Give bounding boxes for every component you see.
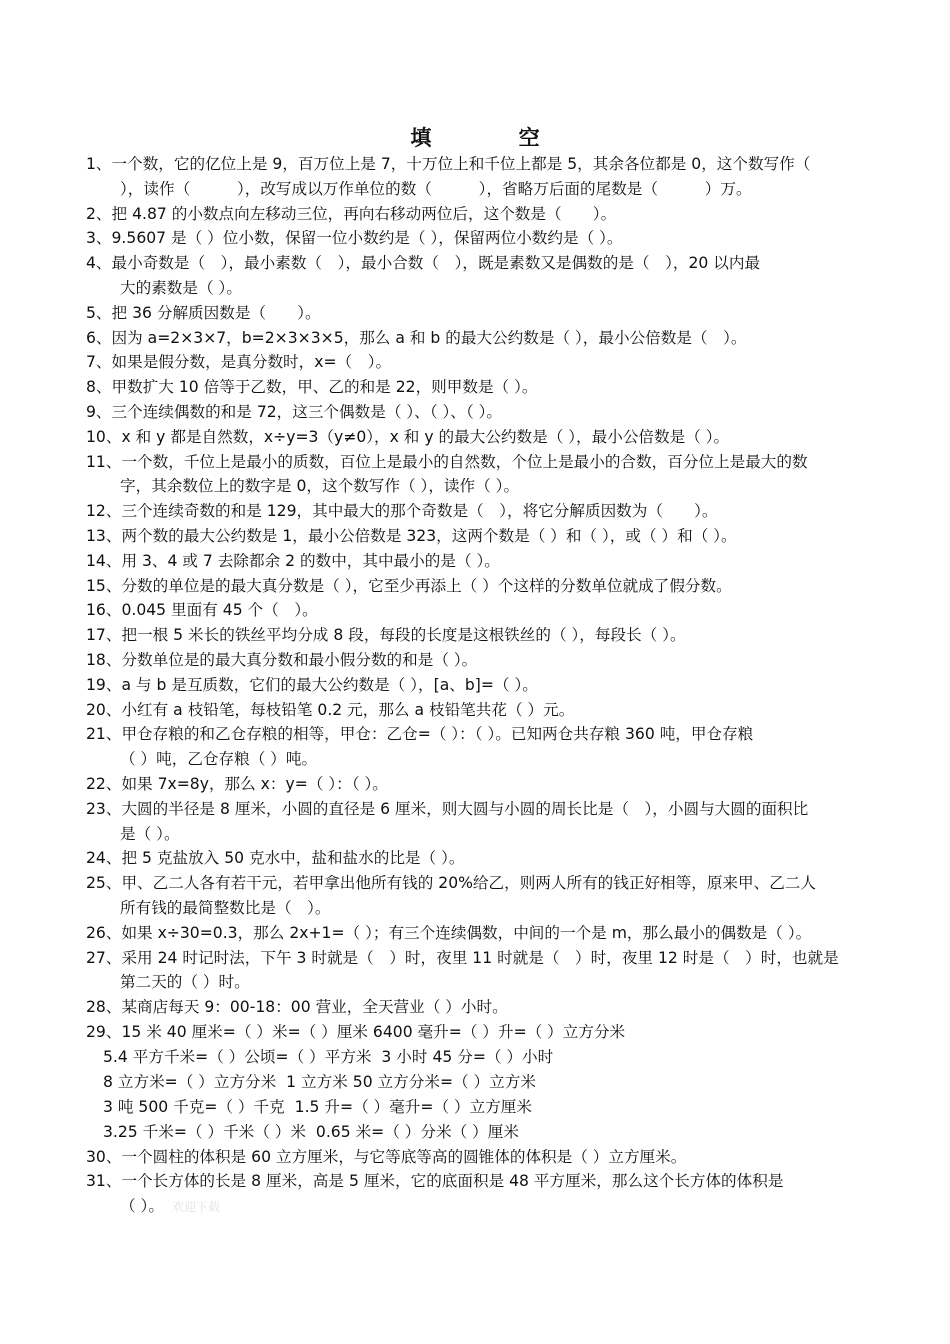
question-text: 把 4.87 的小数点向左移动三位，再向右移动两位后，这个数是（ ）。 bbox=[111, 204, 617, 223]
question-text: 如果 x÷30=0.3，那么 2x+1=（ ）；有三个连续偶数，中间的一个是 m，那么最小的偶数是（ ）。 bbox=[121, 923, 812, 942]
watermark-text: 欢迎下载 bbox=[171, 1200, 220, 1215]
question-text: 三个连续偶数的和是 72，这三个偶数是（ ）、（ ）、（ ）。 bbox=[111, 402, 503, 421]
question-text: 小红有 a 枝铅笔，每枝铅笔 0.2 元，那么 a 枝铅笔共花（ ）元。 bbox=[121, 700, 575, 719]
question-number: 29、 bbox=[86, 1022, 122, 1041]
question-text: 如果 7x=8y，那么 x：y=（ ）：（ ）。 bbox=[121, 774, 388, 793]
question-text: 一个圆柱的体积是 60 立方厘米，与它等底等高的圆锥体的体积是（ ）立方厘米。 bbox=[121, 1147, 687, 1166]
question-text: 因为 a=2×3×7，b=2×3×3×5，那么 a 和 b 的最大公约数是（ ），最小公倍数是（ ）。 bbox=[111, 328, 747, 347]
question-number: 24、 bbox=[86, 849, 122, 868]
question-text: 15 米 40 厘米=（ ）米=（ ）厘米 6400 毫升=（ ）升=（ ）立方分米 bbox=[121, 1022, 626, 1041]
question-text-continued: 所有钱的最简整数比是（ ）。 bbox=[120, 898, 331, 917]
question-item bbox=[86, 350, 876, 375]
question-item bbox=[86, 1145, 876, 1170]
question-item bbox=[86, 598, 876, 623]
question-item bbox=[86, 524, 876, 549]
question-text: 把一根 5 米长的铁丝平均分成 8 段，每段的长度是这根铁丝的（ ），每段长（ ）。 bbox=[121, 626, 686, 645]
question-text-continued: 大的素数是（ ）。 bbox=[120, 278, 242, 297]
question-item bbox=[86, 797, 876, 847]
question-item bbox=[86, 400, 876, 425]
question-number: 2、 bbox=[86, 204, 112, 223]
question-number: 31、 bbox=[86, 1172, 122, 1191]
question-text: 甲、乙二人各有若干元，若甲拿出他所有钱的 20%给乙，则两人所有的钱正好相等，原来甲、乙二人 bbox=[121, 874, 816, 893]
question-number: 11、 bbox=[86, 452, 122, 471]
question-text: 采用 24 时记时法，下午 3 时就是（ ）时，夜里 11 时就是（ ）时，夜里 12 时是（ ）时，也就是 bbox=[121, 948, 839, 967]
question-text-continued: （ ）吨，乙仓存粮（ ）吨。 bbox=[120, 750, 318, 769]
question-item bbox=[86, 995, 876, 1020]
question-item bbox=[86, 946, 876, 996]
question-number: 21、 bbox=[86, 725, 122, 744]
question-text: 把 5 克盐放入 50 克水中，盐和盐水的比是（ ）。 bbox=[121, 849, 465, 868]
question-number: 14、 bbox=[86, 551, 122, 570]
question-text: 分数的单位是的最大真分数是（ ），它至少再添上（ ）个这样的分数单位就成了假分数。 bbox=[121, 576, 732, 595]
question-list bbox=[86, 152, 876, 1220]
question-item bbox=[86, 375, 876, 400]
question-item bbox=[86, 1169, 876, 1220]
question-number: 19、 bbox=[86, 675, 122, 694]
question-item bbox=[86, 152, 876, 202]
question-number: 6、 bbox=[86, 328, 112, 347]
question-number: 8、 bbox=[86, 378, 112, 397]
question-item bbox=[86, 921, 876, 946]
unit-conversion-line: 5.4 平方千米=（ ）公顷=（ ）平方米 3 小时 45 分=（ ）小时 bbox=[103, 1047, 554, 1066]
question-number: 12、 bbox=[86, 502, 122, 521]
page-title: 填 空 bbox=[410, 125, 580, 150]
question-text-continued: 是（ ）。 bbox=[120, 824, 180, 843]
question-text: 甲仓存粮的和乙仓存粮的相等，甲仓：乙仓=（ ）：（ ）。已知两仓共存粮 360 吨，甲仓存粮 bbox=[121, 725, 754, 744]
question-item bbox=[86, 326, 876, 351]
question-item bbox=[86, 425, 876, 450]
unit-conversion-line: 3.25 千米=（ ）千米（ ）米 0.65 米=（ ）分米（ ）厘米 bbox=[103, 1122, 519, 1141]
question-number: 7、 bbox=[86, 353, 112, 372]
question-item bbox=[86, 226, 876, 251]
question-number: 16、 bbox=[86, 601, 122, 620]
question-number: 5、 bbox=[86, 303, 112, 322]
question-text-continued: 第二天的（ ）时。 bbox=[120, 973, 250, 992]
unit-conversion-line: 8 立方米=（ ）立方分米 1 立方米 50 立方分米=（ ）立方米 bbox=[103, 1072, 536, 1091]
question-text: 一个数，千位上是最小的质数，百位上是最小的自然数，个位上是最小的合数，百分位上是最大的数 bbox=[121, 452, 808, 471]
question-number: 9、 bbox=[86, 402, 112, 421]
question-text: 最小奇数是（ ），最小素数（ ），最小合数（ ），既是素数又是偶数的是（ ），20 以内最 bbox=[111, 254, 761, 273]
question-number: 4、 bbox=[86, 254, 112, 273]
question-number: 30、 bbox=[86, 1147, 122, 1166]
question-text: 三个连续奇数的和是 129，其中最大的那个奇数是（ ），将它分解质因数为（ ）。 bbox=[121, 502, 718, 521]
question-number: 26、 bbox=[86, 923, 122, 942]
question-item bbox=[86, 871, 876, 921]
question-number: 20、 bbox=[86, 700, 122, 719]
unit-conversion-line: 3 吨 500 千克=（ ）千克 1.5 升=（ ）毫升=（ ）立方厘米 bbox=[103, 1097, 532, 1116]
question-item bbox=[86, 673, 876, 698]
question-item bbox=[86, 549, 876, 574]
question-text: 9.5607 是（ ）位小数，保留一位小数约是（ ），保留两位小数约是（ ）。 bbox=[111, 229, 623, 248]
question-text: 甲数扩大 10 倍等于乙数，甲、乙的和是 22，则甲数是（ ）。 bbox=[111, 378, 538, 397]
question-number: 15、 bbox=[86, 576, 122, 595]
question-text: 0.045 里面有 45 个（ ）。 bbox=[121, 601, 318, 620]
question-text-continued: （ ）。 欢迎下载 bbox=[120, 1197, 220, 1216]
question-text: 用 3、4 或 7 去除都余 2 的数中，其中最小的是（ ）。 bbox=[121, 551, 500, 570]
question-item bbox=[86, 648, 876, 673]
question-number: 25、 bbox=[86, 874, 122, 893]
question-text: 分数单位是的最大真分数和最小假分数的和是（ ）。 bbox=[121, 650, 478, 669]
question-number: 1、 bbox=[86, 155, 112, 173]
question-text-continued: ），读作（ ），改写成以万作单位的数（ ），省略万后面的尾数是（ ）万。 bbox=[120, 179, 752, 198]
question-number: 3、 bbox=[86, 229, 112, 248]
question-text: x 和 y 都是自然数，x÷y=3（y≠0），x 和 y 的最大公约数是（ ），最小公倍数是（ ）。 bbox=[121, 427, 730, 446]
question-text: 两个数的最大公约数是 1，最小公倍数是 323，这两个数是（ ）和（ ），或（ ）和（ ）。 bbox=[121, 526, 737, 545]
question-number: 13、 bbox=[86, 526, 122, 545]
question-item bbox=[86, 202, 876, 227]
question-item bbox=[86, 1020, 876, 1045]
question-text: 一个数，它的亿位上是 9，百万位上是 7，十万位上和千位上都是 5，其余各位都是 0，这个数写作（ bbox=[111, 155, 811, 173]
question-item bbox=[86, 846, 876, 871]
question-text: 如果是假分数，是真分数时，x=（ ）。 bbox=[111, 353, 392, 372]
question-text: a 与 b 是互质数，它们的最大公约数是（ ），[a、b]=（ ）。 bbox=[121, 675, 538, 694]
question-text: 大圆的半径是 8 厘米，小圆的直径是 6 厘米，则大圆与小圆的周长比是（ ），小圆与大圆的面积比 bbox=[121, 799, 809, 818]
question-item bbox=[86, 698, 876, 723]
question-item bbox=[86, 722, 876, 772]
question-text: 某商店每天 9：00-18：00 营业，全天营业（ ）小时。 bbox=[121, 998, 508, 1017]
question-item bbox=[86, 499, 876, 524]
question-number: 28、 bbox=[86, 998, 122, 1017]
question-item bbox=[86, 301, 876, 326]
question-number: 27、 bbox=[86, 948, 122, 967]
question-text: 把 36 分解质因数是（ ）。 bbox=[111, 303, 321, 322]
question-number: 23、 bbox=[86, 799, 122, 818]
question-item bbox=[86, 623, 876, 648]
question-text: 一个长方体的长是 8 厘米，高是 5 厘米，它的底面积是 48 平方厘米，那么这个长方体的体积是 bbox=[121, 1172, 784, 1191]
question-item bbox=[86, 251, 876, 301]
question-number: 17、 bbox=[86, 626, 122, 645]
question-number: 10、 bbox=[86, 427, 122, 446]
question-item bbox=[86, 450, 876, 500]
question-number: 22、 bbox=[86, 774, 122, 793]
question-item bbox=[86, 772, 876, 797]
question-text-continued: 字，其余数位上的数字是 0，这个数写作（ ），读作（ ）。 bbox=[120, 477, 520, 496]
question-item bbox=[86, 574, 876, 599]
question-number: 18、 bbox=[86, 650, 122, 669]
